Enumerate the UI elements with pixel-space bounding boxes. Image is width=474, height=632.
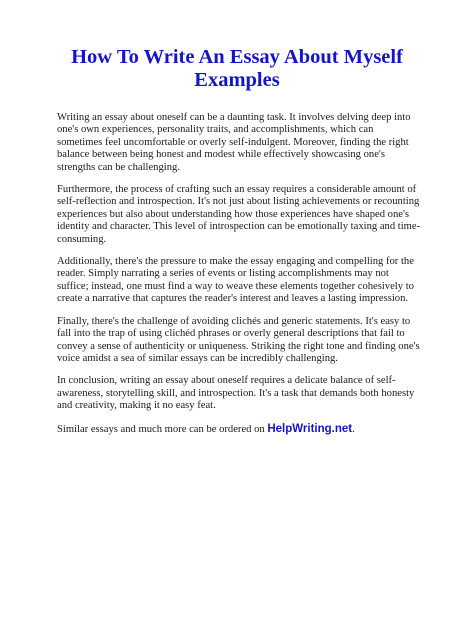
footer-suffix: . [352, 423, 355, 435]
paragraph-engagement: Additionally, there's the pressure to make the essay engaging and compelling for the reader. Simply narrating a series of events or listing accomplishments may not suffice; instead, one must find a way to weave these elements together cohesively to create a narrative that captures the reader's interest and leaves a lasting impression. [57, 256, 414, 305]
helpwriting-link[interactable]: HelpWriting.net [267, 422, 353, 435]
paragraph-cliches: Finally, there's the challenge of avoiding clichés and generic statements. It's easy to fall into the trap of using clichéd phrases or overly general descriptions that fail to convey a sense of authenticity or uniqueness. Striking the right tone and finding one's voice amidst a sea of similar essays can be incredibly challenging. [57, 315, 420, 364]
footer-prefix: Similar essays and much more can be ordered on [57, 423, 268, 435]
page-title: How To Write An Essay About Myself Examples [71, 46, 403, 91]
paragraph-intro: Writing an essay about oneself can be a daunting task. It involves delving deep into one's own experiences, personality traits, and accomplishments, which can sometimes feel uncomfortable or overly self-indulgent. Moreover, finding the right balance between being honest and modest while effectively showcasing one's strengths can be challenging. [57, 112, 411, 173]
footer-promo [57, 423, 421, 436]
paragraph-conclusion: In conclusion, writing an essay about oneself requires a delicate balance of self-awareness, storytelling skill, and introspection. It's a task that demands both honesty and creativity, making it no easy feat. [57, 375, 415, 412]
essay-body [57, 112, 421, 446]
paragraph-self-reflection: Furthermore, the process of crafting such an essay requires a considerable amount of self-reflection and introspection. It's not just about listing achievements or recounting experiences but also about understanding how those experiences have shaped one's identity and character. This level of introspection can be emotionally taxing and time-consuming. [57, 184, 421, 245]
